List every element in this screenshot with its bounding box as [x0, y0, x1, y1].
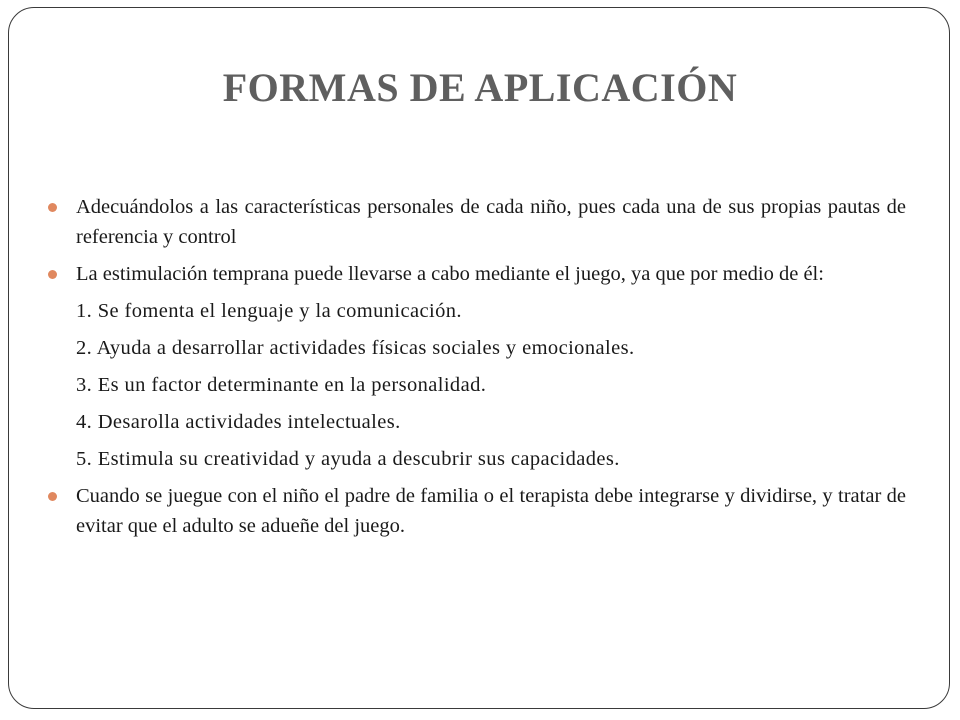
- bullet-text: Adecuándolos a las características personales de cada niño, pues cada una de sus propias pautas de referencia y control: [76, 196, 906, 248]
- bullet-text: La estimulación temprana puede llevarse a cabo mediante el juego, ya que por medio de él:: [76, 263, 824, 285]
- bullet-dot-icon: [48, 270, 57, 279]
- bullet-text: Cuando se juegue con el niño el padre de familia o el terapista debe integrarse y dividirse, y tratar de evitar que el adulto se adueñe del juego.: [76, 485, 906, 537]
- bullet-dot-icon: [48, 203, 57, 212]
- bullet-item: [48, 192, 906, 252]
- numbered-item: 5. Estimula su creatividad y ayuda a descubrir sus capacidades.: [76, 448, 620, 470]
- slide-content: [48, 192, 906, 548]
- bullet-dot-icon: [48, 492, 57, 501]
- numbered-item: 3. Es un factor determinante en la personalidad.: [76, 374, 487, 396]
- slide-title: FORMAS DE APLICACIÓN: [222, 65, 738, 110]
- numbered-item: 4. Desarolla actividades intelectuales.: [76, 411, 401, 433]
- numbered-item: 2. Ayuda a desarrollar actividades físicas sociales y emocionales.: [76, 337, 635, 359]
- numbered-item: 1. Se fomenta el lenguaje y la comunicación.: [76, 300, 462, 322]
- bullet-item: [48, 259, 906, 289]
- bullet-item: [48, 481, 906, 541]
